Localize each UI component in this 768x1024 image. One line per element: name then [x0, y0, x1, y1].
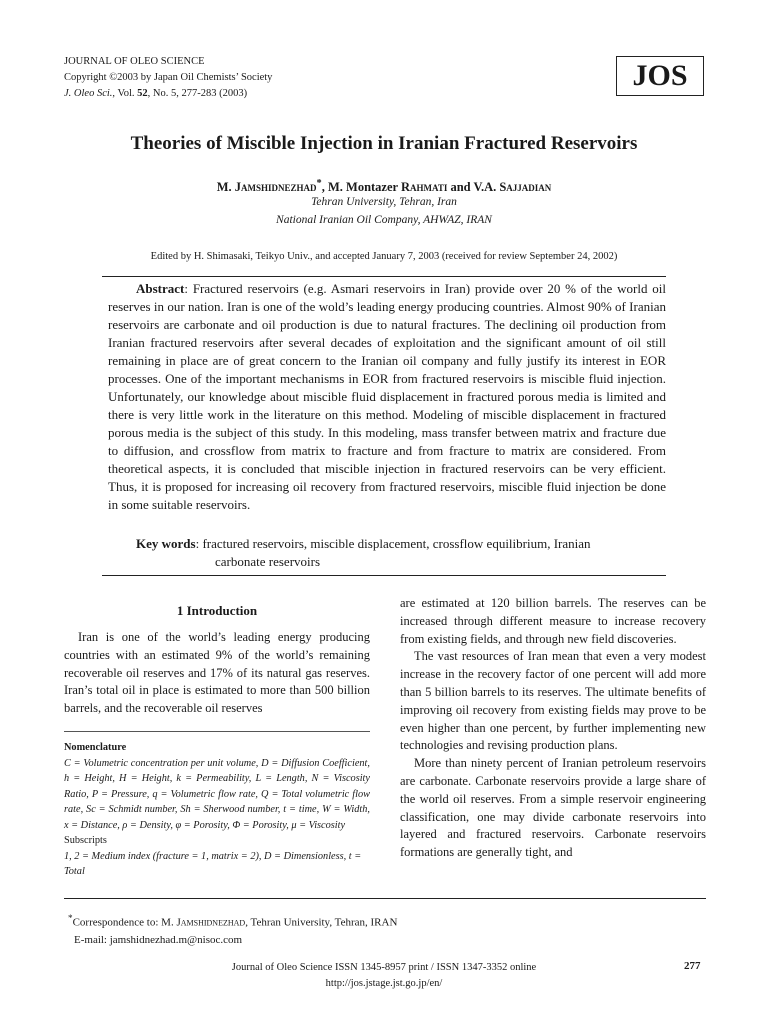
affiliation-2: National Iranian Oil Company, AHWAZ, IRAN: [276, 214, 492, 226]
journal-name: JOURNAL OF OLEO SCIENCE: [64, 56, 205, 67]
citation-journal: J. Oleo Sci.: [64, 88, 113, 99]
author3-name: Sajjadian: [499, 180, 552, 195]
abstract-label: Abstract: [136, 281, 185, 296]
abstract-bottom-rule: [102, 575, 666, 576]
intro-right-paragraph-2: The vast resources of Iran mean that even a very modest increase in the recovery factor of one percent will add more than 5 billion barrels to its reserves. The ultimate benefits of improving oil recovery from existing fields may prove to be even higher than one percent, by further implementing new technologies and revising production plans.: [400, 649, 706, 753]
intro-right-column: [400, 595, 706, 862]
author2-name: Rahmati: [400, 180, 448, 195]
intro-right-paragraph-3: More than ninety percent of Iranian petroleum reservoirs are carbonate. Carbonate reservoirs provide a large share of the world oil reserves. From a simple reservoir engineering classification, one may divide carbonate reservoirs into layered and fractured reservoirs. Carbonate reservoirs formations are generally tight, and: [400, 756, 706, 860]
edited-line: Edited by H. Shimasaki, Teikyo Univ., and accepted January 7, 2003 (received for review September 24, 2002): [150, 251, 618, 262]
subscripts-text: 1, 2 = Medium index (fracture = 1, matrix = 2), D = Dimensionless, t = Total: [64, 850, 362, 877]
correspondence-prefix: Correspondence to: M.: [72, 916, 177, 929]
author2-prefix: , M. Montazer: [321, 180, 401, 195]
citation-volume: 52: [137, 88, 148, 99]
abstract: [108, 280, 666, 514]
section-heading: 1 Introduction: [176, 603, 258, 618]
author1-initial: M.: [216, 180, 235, 195]
keywords: [108, 535, 666, 571]
nomenclature-box: [64, 740, 370, 880]
footnote-rule: [64, 898, 706, 899]
copyright-line: Copyright ©2003 by Japan Oil Chemists’ Society: [64, 72, 273, 83]
author1-mark: *: [316, 178, 322, 189]
correspondence-suffix: , Tehran University, Tehran, IRAN: [245, 916, 398, 929]
footer-url[interactable]: http://jos.jstage.jst.go.jp/en/: [325, 978, 443, 989]
citation-vol-prefix: , Vol.: [112, 88, 138, 99]
correspondence: [68, 910, 397, 949]
correspondence-line: [68, 910, 397, 932]
correspondence-email: E-mail: jamshidnezhad.m@nisoc.com: [74, 933, 243, 946]
authors-line: [0, 178, 768, 195]
affiliation-1: Tehran University, Tehran, Iran: [311, 196, 457, 208]
subscripts-label: Subscripts: [64, 835, 107, 846]
paper-title: Theories of Miscible Injection in Iranian Fractured Reservoirs: [130, 133, 638, 154]
page-footer: [0, 960, 768, 992]
nomenclature-top-rule: [64, 731, 370, 732]
keywords-text-1: : fractured reservoirs, miscible displacement, crossflow equilibrium, Iranian: [195, 536, 591, 551]
intro-left-column: [64, 629, 370, 718]
abstract-top-rule: [102, 276, 666, 277]
keywords-label: Key words: [136, 536, 196, 551]
footer-issn: Journal of Oleo Science ISSN 1345-8957 print / ISSN 1347-3352 online: [231, 962, 537, 973]
intro-right-paragraph-1: are estimated at 120 billion barrels. The reserves can be increased through different measure to increase recovery from existing fields, and through new field discoveries.: [400, 596, 706, 646]
author3-prefix: and V.A.: [447, 180, 500, 195]
citation-rest: , No. 5, 277-283 (2003): [147, 88, 248, 99]
nomenclature-text: C = Volumetric concentration per unit volume, D = Diffusion Coefficient, h = Height, H = Height, k = Permeability, L = Length, N = Viscosity Ratio, P = Pressure, q = Volumetric flow rate, Q = Total volumetric flow rate, Sc = Schmidt number, Sh = Sherwood number, t = time, W = Width, x = Distance, ρ = Density, φ = Porosity, Φ = Porosity, μ = Viscosity: [64, 757, 370, 831]
author1-name: Jamshidnezhad: [234, 180, 317, 195]
nomenclature-title: Nomenclature: [64, 742, 127, 753]
correspondence-mark: *: [68, 913, 73, 923]
citation-line: [64, 86, 247, 102]
intro-left-paragraph: Iran is one of the world’s leading energy producing countries with an estimated 9% of the world’s remaining recoverable oil reserves and 17% of its natural gas reserves. Iran’s total oil in place is estimated to more than 500 billion barrels, and the recoverable oil reserves: [64, 630, 370, 716]
correspondence-name: Jamshidnezhad: [176, 916, 246, 929]
page-number: 277: [684, 960, 701, 972]
keywords-text-2: carbonate reservoirs: [215, 554, 321, 569]
abstract-text: : Fractured reservoirs (e.g. Asmari reservoirs in Iran) provide over 20 % of the world oil reserves in our nation. Iran is one of the wold’s leading energy producing countries. Almost 90% of Iranian reservoirs are carbonate and oil production is due to natural fractures. The declining oil production from Iranian fractured reservoirs after several decades of exploitation and the significant amount of oil still remaining in place are of great concern to the Iranian oil company and fully justify its interest in EOR processes. One of the important mechanisms in EOR from fractured reservoirs is miscible fluid injection. Unfortunately, our knowledge about miscible fluid displacement in fractured porous media is limited and there is very little work in the literature on this method. Modeling of miscible displacement in fractured porous media is the subject of this study. In this modeling, mass transfer between matrix and fracture due to diffusion, and crossflow from matrix to fracture and from fracture to matrix are considered. From theoretical aspects, it is concluded that miscible injection in fractured reservoirs can be very efficient. Thus, it is proposed for increasing oil recovery from fractured reservoirs, miscible fluid injection be done in some suitable reservoirs.: [108, 281, 666, 512]
journal-logo: JOS: [616, 56, 704, 96]
keywords-line-1: [108, 535, 666, 553]
